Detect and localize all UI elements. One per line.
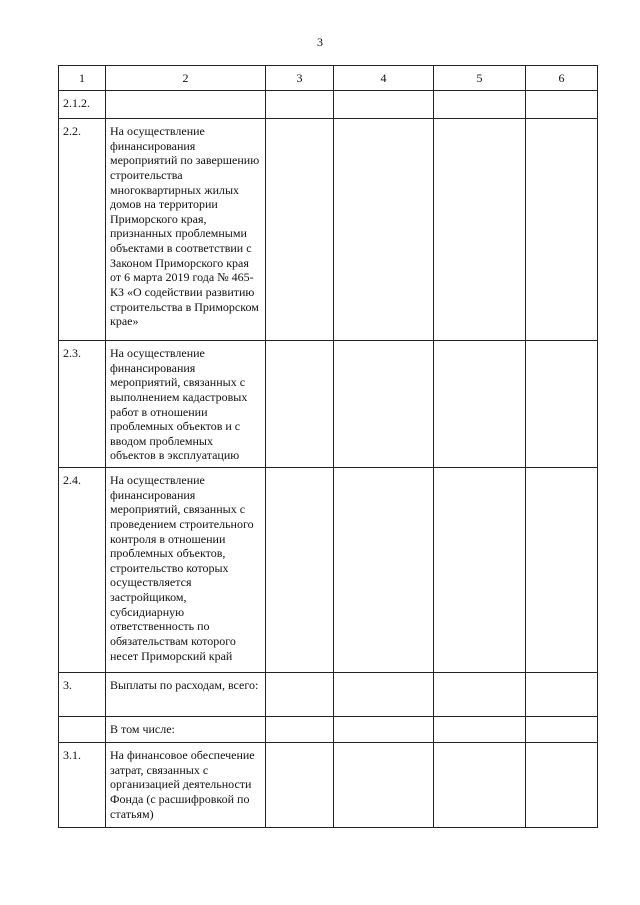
empty-cell (334, 673, 434, 717)
row-description: На осуществление финансирования мероприятий по завершению строительства многоквартирных жилых домов на территории Приморского края, признанных проблемными объектами в соответствии с Законом Приморского края от 6 марта 2019 года № 465-КЗ «О содействии развитию строительства в Приморском крае» (106, 119, 266, 341)
table-row (59, 673, 598, 717)
header-cell-2: 2 (106, 66, 266, 91)
row-number: 2.3. (59, 341, 106, 468)
empty-cell (434, 743, 526, 828)
row-description: В том числе: (106, 717, 266, 743)
header-cell-3: 3 (266, 66, 334, 91)
empty-cell (526, 717, 598, 743)
header-cell-4: 4 (334, 66, 434, 91)
empty-cell (266, 468, 334, 673)
empty-cell (434, 468, 526, 673)
row-number: 2.4. (59, 468, 106, 673)
row-number: 2.1.2. (59, 91, 106, 119)
empty-cell (266, 341, 334, 468)
header-cell-5: 5 (434, 66, 526, 91)
empty-cell (266, 673, 334, 717)
empty-cell (526, 341, 598, 468)
empty-cell (266, 717, 334, 743)
row-description (106, 91, 266, 119)
empty-cell (334, 341, 434, 468)
empty-cell (434, 91, 526, 119)
empty-cell (334, 717, 434, 743)
empty-cell (334, 743, 434, 828)
empty-cell (266, 119, 334, 341)
table-row (59, 468, 598, 673)
header-cell-1: 1 (59, 66, 106, 91)
expenses-table (58, 65, 598, 828)
empty-cell (266, 743, 334, 828)
table-row (59, 119, 598, 341)
empty-cell (434, 673, 526, 717)
empty-cell (434, 341, 526, 468)
empty-cell (334, 91, 434, 119)
row-description: На осуществление финансирования мероприятий, связанных с проведением строительного контроля в отношении проблемных объектов, строительство которых осуществляется застройщиком, субсидиарную ответственность по обязательствам которого несет Приморский край (106, 468, 266, 673)
row-description: На финансовое обеспечение затрат, связанных с организацией деятельности Фонда (с расшифровкой по статьям) (106, 743, 266, 828)
row-description: На осуществление финансирования мероприятий, связанных с выполнением кадастровых работ в отношении проблемных объектов и с вводом проблемных объектов в эксплуатацию (106, 341, 266, 468)
table-row (59, 91, 598, 119)
table-row (59, 341, 598, 468)
header-row (59, 66, 598, 91)
table-row (59, 717, 598, 743)
header-cell-6: 6 (526, 66, 598, 91)
empty-cell (434, 119, 526, 341)
page-number: 3 (317, 35, 323, 49)
row-number: 3. (59, 673, 106, 717)
empty-cell (266, 91, 334, 119)
row-number (59, 717, 106, 743)
empty-cell (526, 468, 598, 673)
table-row (59, 743, 598, 828)
empty-cell (526, 119, 598, 341)
empty-cell (526, 673, 598, 717)
empty-cell (526, 91, 598, 119)
row-number: 3.1. (59, 743, 106, 828)
empty-cell (434, 717, 526, 743)
row-number: 2.2. (59, 119, 106, 341)
empty-cell (334, 119, 434, 341)
empty-cell (334, 468, 434, 673)
row-description: Выплаты по расходам, всего: (106, 673, 266, 717)
empty-cell (526, 743, 598, 828)
